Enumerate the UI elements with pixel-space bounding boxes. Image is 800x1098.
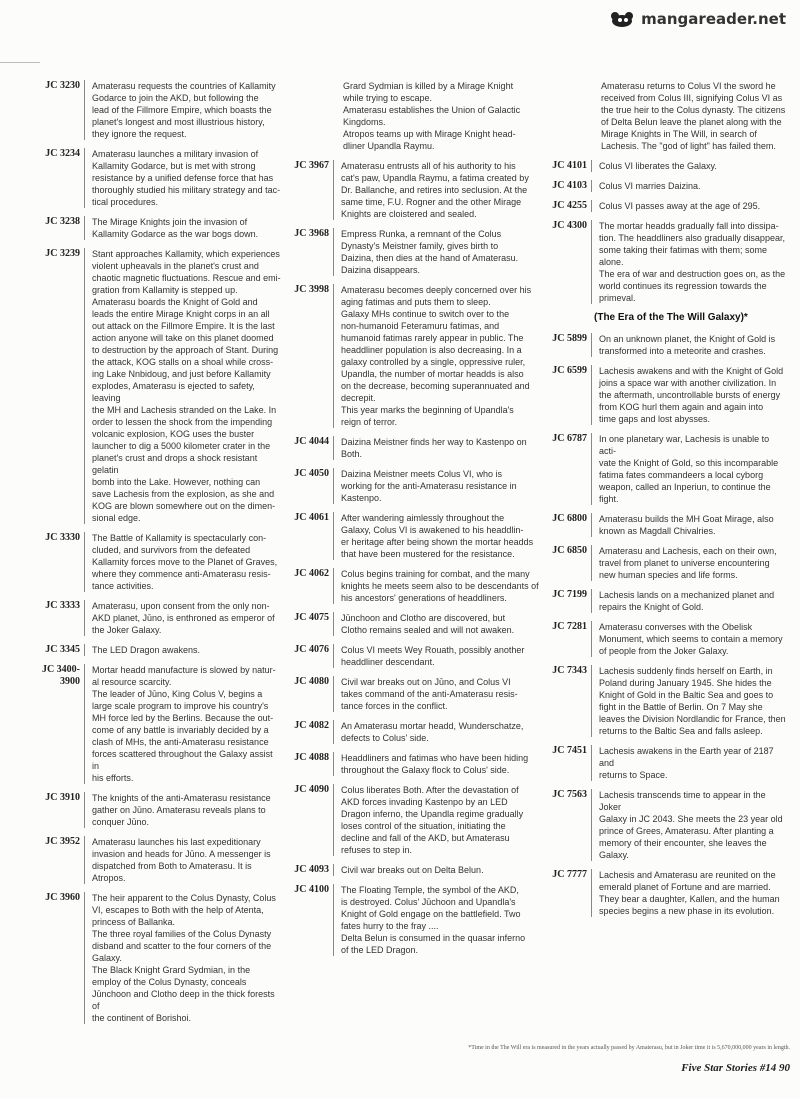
entry-year: JC 3333 [20, 600, 85, 636]
entry-year: JC 4061 [291, 512, 334, 560]
timeline-list-2 [291, 160, 539, 956]
timeline-entry [291, 644, 539, 668]
entry-text: Colus begins training for combat, and the many knights he meets seem also to be descendants of his ancestors' generations of headdliners. [341, 569, 539, 603]
entry-text: In one planetary war, Lachesis is unable to acti- vate the Knight of Gold, so this incomparable fatima fates commandeers a local cyborg weapon, called an Inperiun, to continue the fight. [599, 434, 779, 504]
timeline-entry [545, 160, 787, 172]
timeline-entry [545, 869, 787, 917]
timeline-entry [545, 665, 787, 737]
entry-text: Amaterasu becomes deeply concerned over his aging fatimas and puts them to sleep. Galaxy MHs continue to switch over to the non-humanoid Feteramuru fatimas, and humanoid fatimas rarely appear in public. The headdliner population is also decreasing. In a galaxy controlled by a single, oppressive ruler, Upandla, the number of mortar headds is also on the decrease, becoming superannuated and decrepit. This year marks the beginning of Upandla's reign of terror. [341, 285, 532, 427]
entry-year: JC 4082 [291, 720, 334, 744]
timeline-entry [545, 745, 787, 781]
continued-text: Grard Sydmian is killed by a Mirage Knight while trying to escape. Amaterasu establishes the Union of Galactic Kingdoms. Atropos teams up with Mirage Knight head- dliner Upandla Raymu. [343, 81, 521, 151]
entry-year: JC 4062 [291, 568, 334, 604]
entry-text: Civil war breaks out on Delta Belun. [341, 865, 484, 875]
entry-year: JC 3230 [20, 80, 85, 140]
entry-text: The knights of the anti-Amaterasu resistance gather on Jūno. Amaterasu reveals plans to conquer Jūno. [92, 793, 271, 827]
entry-text: Amaterasu launches his last expeditionary invasion and heads for Jūno. A messenger is dispatched from Both to Amaterasu. It is Atropos. [92, 837, 271, 883]
entry-text: Daizina Meistner meets Colus VI, who is working for the anti-Amaterasu resistance in Kastenpo. [341, 469, 517, 503]
entry-text: Mortar headd manufacture is slowed by natur- al resource scarcity. The leader of Jūno, King Colus V, begins a large scale program to improve his country's MH force led by the Berlins. Because the out- come of any battle is invariably decided by a clash of MHs, the anti-Amaterasu resistance forces scattered throughout the Galaxy assist in his efforts. [92, 665, 276, 783]
timeline-entry [20, 792, 282, 828]
watermark [608, 6, 786, 32]
timeline-column-2 [291, 80, 539, 964]
timeline-entry [545, 220, 787, 304]
entry-year: JC 7199 [545, 589, 592, 613]
entry-year: JC 4044 [291, 436, 334, 460]
timeline-column-1 [20, 80, 282, 1032]
entry-text: Lachesis lands on a mechanized planet and repairs the Knight of Gold. [599, 590, 775, 612]
timeline-entry [291, 568, 539, 604]
entry-text: The Battle of Kallamity is spectacularly con- cluded, and survivors from the defeated Kallamity forces move to the Planet of Graves, where they commence anti-Amaterasu resis- tance activities. [92, 533, 278, 591]
entry-text: Daizina Meistner finds her way to Kastenpo on Both. [341, 437, 527, 459]
entry-text: The LED Dragon awakens. [92, 645, 201, 655]
timeline-entry [545, 621, 787, 657]
timeline-entry [20, 600, 282, 636]
timeline-entry [291, 228, 539, 276]
entry-text: Lachesis awakens in the Earth year of 2187 and returns to Space. [599, 746, 774, 780]
entry-year: JC 4090 [291, 784, 334, 856]
entry-text: Lachesis awakens and with the Knight of Gold joins a space war with another civilization. In the aftermath, uncontrollable bursts of energy from KOG hurl them again and again into time gaps and lost abysses. [599, 366, 784, 424]
entry-text: Amaterasu builds the MH Goat Mirage, also known as Magdall Chivalries. [599, 514, 774, 536]
timeline-entry [291, 512, 539, 560]
entry-year: JC 7451 [545, 745, 592, 781]
timeline-entry [291, 160, 539, 220]
timeline-entry [291, 436, 539, 460]
entry-year: JC 6787 [545, 433, 592, 505]
entry-year: JC 4101 [545, 160, 592, 172]
entry-year: JC 3967 [291, 160, 334, 220]
entry-year: JC 4093 [291, 864, 334, 876]
page-label: Five Star Stories #14 90 [681, 1062, 790, 1074]
entry-year: JC 4075 [291, 612, 334, 636]
entry-text: Colus liberates Both. After the devastation of AKD forces invading Kastenpo by an LED Dragon inferno, the Upandla regime gradually loses control of the situation, initiating the decline and fall of the AKD, but Amaterasu refuses to step in. [341, 785, 524, 855]
entry-text: Amaterasu, upon consent from the only non- AKD planet, Jūno, is enthroned as emperor of the Joker Galaxy. [92, 601, 275, 635]
timeline-entry [20, 664, 282, 784]
entry-text: Amaterasu entrusts all of his authority to his cat's paw, Upandla Raymu, a fatima created by Dr. Ballanche, and retires into seclusion. At the same time, F.U. Rogner and the other Mirage Knights are cloistered and sealed. [341, 161, 529, 219]
entry-year: JC 3400- 3900 [20, 664, 85, 784]
timeline-entry [545, 589, 787, 613]
timeline-entry [20, 836, 282, 884]
entry-year: JC 3239 [20, 248, 85, 524]
entry-text: Lachesis transcends time to appear in the Joker Galaxy in JC 2043. She meets the 23 year old prince of Grees, Amaterasu. After planting a memory of their encounter, she leaves the Galaxy. [599, 790, 783, 860]
entry-year: JC 7777 [545, 869, 592, 917]
entry-year: JC 4076 [291, 644, 334, 668]
entry-text: An Amaterasu mortar headd, Wunderschatze, defects to Colus' side. [341, 721, 524, 743]
timeline-entry [545, 180, 787, 192]
entry-year: JC 4255 [545, 200, 592, 212]
timeline-list-3 [545, 160, 787, 304]
entry-text: Jūnchoon and Clotho are discovered, but Clotho remains sealed and will not awaken. [341, 613, 515, 635]
continued-text: Amaterasu returns to Colus VI the sword he received from Colus III, signifying Colus VI as the true heir to the Colus dynasty. The citizens of Delta Belun leave the planet along with the Mirage Knights in The Will, in search of Lachesis. The "god of light" has failed them. [601, 81, 786, 151]
entry-year: JC 3345 [20, 644, 85, 656]
timeline-entry [20, 80, 282, 140]
timeline-entry [20, 216, 282, 240]
timeline-entry [291, 752, 539, 776]
entry-text: Amaterasu and Lachesis, each on their own, travel from planet to universe encountering new human species and life forms. [599, 546, 777, 580]
timeline-entry [20, 532, 282, 592]
entry-year: JC 7343 [545, 665, 592, 737]
entry-text: Lachesis and Amaterasu are reunited on the emerald planet of Fortune and are married. They bear a daughter, Kallen, and the human species begins a new phase in its evolution. [599, 870, 780, 916]
entry-text: After wandering aimlessly throughout the Galaxy, Colus VI is awakened to his headdlin- er heritage after being shown the mortar headds that have been mustered for the resistance. [341, 513, 534, 559]
entry-text: The mortar headds gradually fall into dissipa- tion. The headdliners also gradually disappear, some taking their fatimas with them; some alone. The era of war and destruction goes on, as the world continues its regression towards the primeval. [599, 221, 786, 303]
entry-text: The Floating Temple, the symbol of the AKD, is destroyed. Colus' Jūchoon and Upandla's Knight of Gold engage on the battlefield. Two fates hurry to the fray .... Delta Belun is consumed in the quasar inferno of the LED Dragon. [341, 885, 526, 955]
entry-year: JC 4103 [545, 180, 592, 192]
entry-text: Lachesis suddenly finds herself on Earth, in Poland during January 1945. She hides the Knight of Gold in the Baltic Sea and goes to fight in the Battle of Berlin. On 7 May she leaves the Division Nordlandic for France, then returns to the Baltic Sea and falls asleep. [599, 666, 786, 736]
timeline-entry [545, 365, 787, 425]
timeline-entry [545, 433, 787, 505]
entry-year: JC 6599 [545, 365, 592, 425]
watermark-text: mangareader.net [641, 10, 786, 28]
entry-text: Empress Runka, a remnant of the Colus Dynasty's Meistner family, gives birth to Daizina, then dies at the hand of Amaterasu. Daizina disappears. [341, 229, 519, 275]
timeline-column-3 [545, 80, 787, 925]
entry-year: JC 3952 [20, 836, 85, 884]
timeline-entry [291, 720, 539, 744]
entry-text: On an unknown planet, the Knight of Gold is transformed into a meteorite and crashes. [599, 334, 776, 356]
entry-text: Stant approaches Kallamity, which experiences violent upheavals in the planet's crust and chaotic magnetic fluctuations. Rescue and emi- gration from Kallamity is stepped up. Amaterasu boards the Knight of Gold and leads the entire Mirage Knight corps in an all out attack on the Fillmore Empire. It is the last action anyone will take on this planet doomed to destruction by the approach of Stant. During the attack, KOG stalls on a shoal while cross- ing Lake Nnbidoug, and just before Kallamity explodes, Amaterasu is ejected to safety, leaving the MH and Lachesis stranded on the Lake. In order to lessen the shock from the impending volcanic explosion, KOG uses the buster launcher to dig a 5000 kilometer crater in the planet's crust and drops a shock resistant gelatin bomb into the Lake. However, nothing can save Lachesis from the explosion, as she and KOG are blown somewhere out on the dimen- sional edge. [92, 249, 281, 523]
entry-year: JC 7563 [545, 789, 592, 861]
entry-year: JC 6800 [545, 513, 592, 537]
top-rule [0, 62, 40, 63]
entry-text: Colus VI liberates the Galaxy. [599, 161, 717, 171]
entry-text: Civil war breaks out on Jūno, and Colus VI takes command of the anti-Amaterasu resis- tance forces in the conflict. [341, 677, 518, 711]
timeline-entry [20, 892, 282, 1024]
timeline-entry [291, 612, 539, 636]
entry-year: JC 3330 [20, 532, 85, 592]
entry-text: Amaterasu requests the countries of Kallamity Godarce to join the AKD, but following the lead of the Fillmore Empire, which boasts the planet's longest and most illustrious history, they ignore the request. [92, 81, 276, 139]
entry-text: Colus VI marries Daizina. [599, 181, 701, 191]
timeline-entry [20, 644, 282, 656]
mangareader-logo-icon [608, 8, 638, 30]
entry-year: JC 4088 [291, 752, 334, 776]
entry-year: JC 6850 [545, 545, 592, 581]
entry-text: Colus VI passes away at the age of 295. [599, 201, 761, 211]
entry-year: JC 5899 [545, 333, 592, 357]
entry-year: JC 4300 [545, 220, 592, 304]
entry-year: JC 3238 [20, 216, 85, 240]
entry-year: JC 4080 [291, 676, 334, 712]
timeline-entry [545, 200, 787, 212]
entry-year: JC 3234 [20, 148, 85, 208]
entry-year: JC 3998 [291, 284, 334, 428]
timeline-entry [291, 468, 539, 504]
entry-text: Amaterasu converses with the Obelisk Monument, which seems to contain a memory of people from the Joker Galaxy. [599, 622, 783, 656]
entry-year: JC 4050 [291, 468, 334, 504]
entry-year: JC 7281 [545, 621, 592, 657]
timeline-entry [545, 333, 787, 357]
entry-text: The Mirage Knights join the invasion of Kallamity Godarce as the war bogs down. [92, 217, 259, 239]
entry-year: JC 3960 [20, 892, 85, 1024]
entry-year: JC 3910 [20, 792, 85, 828]
timeline-entry [545, 789, 787, 861]
timeline-entry [291, 884, 539, 956]
timeline-entry [545, 513, 787, 537]
entry-text: Headdliners and fatimas who have been hiding throughout the Galaxy flock to Colus' side. [341, 753, 529, 775]
timeline-list-3b [545, 333, 787, 917]
era-heading: (The Era of the The Will Galaxy)* [594, 312, 748, 323]
timeline-entry [291, 676, 539, 712]
entry-text: The heir apparent to the Colus Dynasty, Colus VI, escapes to Both with the help of Atenta, princess of Ballanka. The three royal families of the Colus Dynasty disband and scatter to the four corners of the Galaxy. The Black Knight Grard Sydmian, in the employ of the Colus Dynasty, conceals Jūnchoon and Clotho deep in the thick forests of the continent of Borishoi. [92, 893, 276, 1023]
entry-year: JC 4100 [291, 884, 334, 956]
entry-year: JC 3968 [291, 228, 334, 276]
timeline-entry [20, 148, 282, 208]
timeline-entry [545, 545, 787, 581]
timeline-entry [291, 284, 539, 428]
timeline-entry [291, 864, 539, 876]
entry-text: Amaterasu launches a military invasion of Kallamity Godarce, but is met with strong resistance by a unified defense force that has thoroughly studied his military strategy and tac- tical procedures. [92, 149, 281, 207]
footnote: *Time in the The Will era is measured in the years actually passed by Amaterasu, but in Joker time it is 5,670,000,000 years in length. [468, 1045, 790, 1051]
timeline-entry [291, 784, 539, 856]
timeline-entry [20, 248, 282, 524]
entry-text: Colus VI meets Wey Rouath, possibly another headdliner descendant. [341, 645, 525, 667]
